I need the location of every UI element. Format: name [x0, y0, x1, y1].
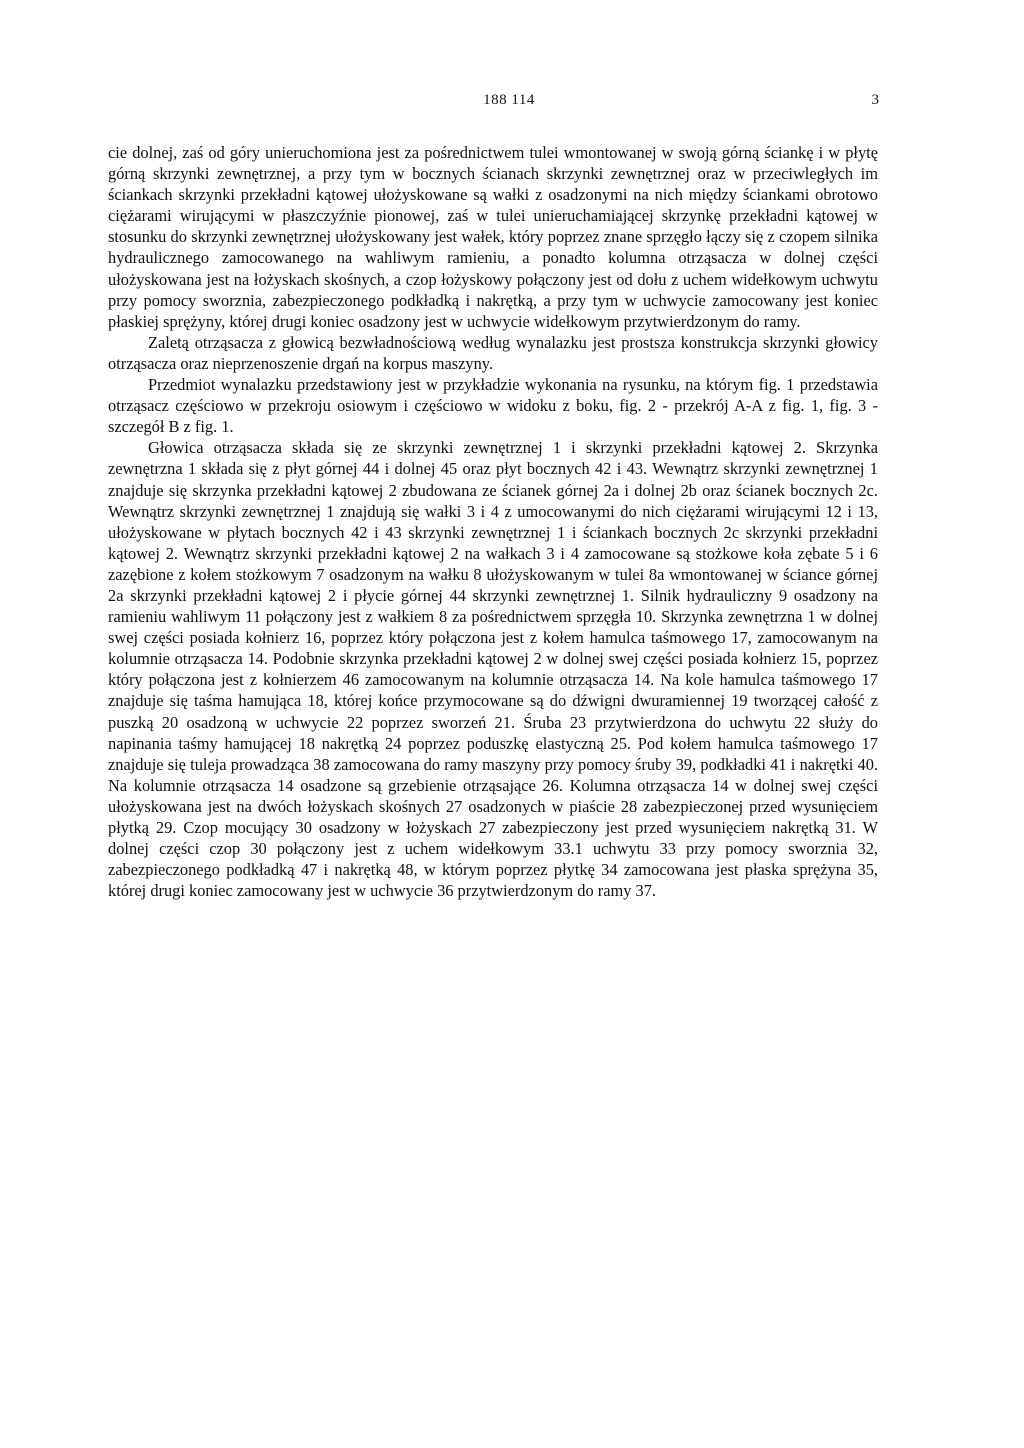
paragraph-figures: Przedmiot wynalazku przedstawiony jest w przykładzie wykonania na rysunku, na którym fig. 1 przedstawia otrząsacz częściowo w przekroju osiowym i częściowo w widoku z boku, fig. 2 - przekrój A-A z fig. 1, fig. 3 - szczegół B z fig. 1. — [108, 375, 878, 437]
document-body — [108, 142, 878, 901]
paragraph-description: Głowica otrząsacza składa się ze skrzynki zewnętrznej 1 i skrzynki przekładni kątowej 2. Skrzynka zewnętrzna 1 składa się z płyt górnej 44 i dolnej 45 oraz płyt bocznych 42 i 43. Wewnątrz skrzynki zewnętrznej 1 znajduje się skrzynka przekładni kątowej 2 zbudowana ze ścianek górnej 2a i dolnej 2b oraz ścianek bocznych 2c. Wewnątrz skrzynki zewnętrznej 1 znajdują się wałki 3 i 4 z umocowanymi do nich ciężarami wirującymi 12 i 13, ułożyskowane w płytach bocznych 42 i 43 skrzynki zewnętrznej 1 i ściankach bocznych 2c skrzynki przekładni kątowej 2. Wewnątrz skrzynki przekładni kątowej 2 na wałkach 3 i 4 zamocowane są stożkowe koła zębate 5 i 6 zazębione z kołem stożkowym 7 osadzonym na wałku 8 ułożyskowanym w tulei 8a wmontowanej w ściance górnej 2a skrzynki przekładni kątowej 2 i płycie górnej 44 skrzynki zewnętrznej 1. Silnik hydrauliczny 9 osadzony na ramieniu wahliwym 11 połączony jest z wałkiem 8 za pośrednictwem sprzęgła 10. Skrzynka zewnętrzna 1 w dolnej swej części posiada kołnierz 16, poprzez który połączona jest z kołem hamulca taśmowego 17, zamocowanym na kolumnie otrząsacza 14. Podobnie skrzynka przekładni kątowej 2 w dolnej swej części posiada kołnierz 15, poprzez który połączona jest z kołnierzem 46 zamocowanym na kolumnie otrząsacza 14. Na kole hamulca taśmowego 17 znajduje się taśma hamująca 18, której końce przymocowane są do dźwigni dwuramiennej 19 tworzącej całość z puszką 20 osadzoną w uchwycie 22 poprzez sworzeń 21. Śruba 23 przytwierdzona do uchwytu 22 służy do napinania taśmy hamującej 18 nakrętką 24 poprzez poduszkę elastyczną 25. Pod kołem hamulca taśmowego 17 znajduje się tuleja prowadząca 38 zamocowana do ramy maszyny przy pomocy śruby 39, podkładki 41 i nakrętki 40. Na kolumnie otrząsacza 14 osadzone są grzebienie otrząsające 26. Kolumna otrząsacza 14 w dolnej swej części ułożyskowana jest na dwóch łożyskach skośnych 27 osadzonych w piaście 28 zabezpieczonej przed wysunięciem płytką 29. Czop mocujący 30 osadzony w łożyskach 27 zabezpieczony jest przed wysunięciem nakrętką 31. W dolnej części czop 30 połączony jest z uchem widełkowym 33.1 uchwytu 33 przy pomocy sworznia 32, zabezpieczonego podkładką 47 i nakrętką 48, w którym poprzez płytkę 34 zamocowana jest płaska sprężyna 35, której drugi koniec zamocowany jest w uchwycie 36 przytwierdzonym do ramy 37. — [108, 438, 878, 901]
patent-number: 188 114 — [483, 92, 535, 108]
paragraph-continuation: cie dolnej, zaś od góry unieruchomiona jest za pośrednictwem tulei wmontowanej w swoją górną ściankę i w płytę górną skrzynki zewnętrznej, a przy tym w bocznych ścianach skrzynki zewnętrznej oraz w przeciwległych im ściankach skrzynki przekładni kątowej ułożyskowane są wałki z osadzonymi na nich między ściankami obrotowo ciężarami wirującymi w płaszczyźnie pionowej, zaś w tulei unieruchamiającej skrzynkę przekładni kątowej w stosunku do skrzynki zewnętrznej ułożyskowany jest wałek, który poprzez znane sprzęgło łączy się z czopem silnika hydraulicznego zamocowanego na wahliwym ramieniu, a ponadto kolumna otrząsacza w dolnej części ułożyskowana jest na łożyskach skośnych, a czop łożyskowy połączony jest od dołu z uchem widełkowym uchwytu przy pomocy sworznia, zabezpieczonego podkładką i nakrętką, a przy tym w uchwycie zamocowany jest koniec płaskiej sprężyny, której drugi koniec osadzony jest w uchwycie widełkowym przytwierdzonym do ramy. — [108, 143, 878, 331]
page-number: 3 — [871, 92, 879, 108]
paragraph-advantage: Zaletą otrząsacza z głowicą bezwładnościową według wynalazku jest prostsza konstrukcja skrzynki głowicy otrząsacza oraz nieprzenoszenie drgań na korpus maszyny. — [108, 332, 878, 373]
